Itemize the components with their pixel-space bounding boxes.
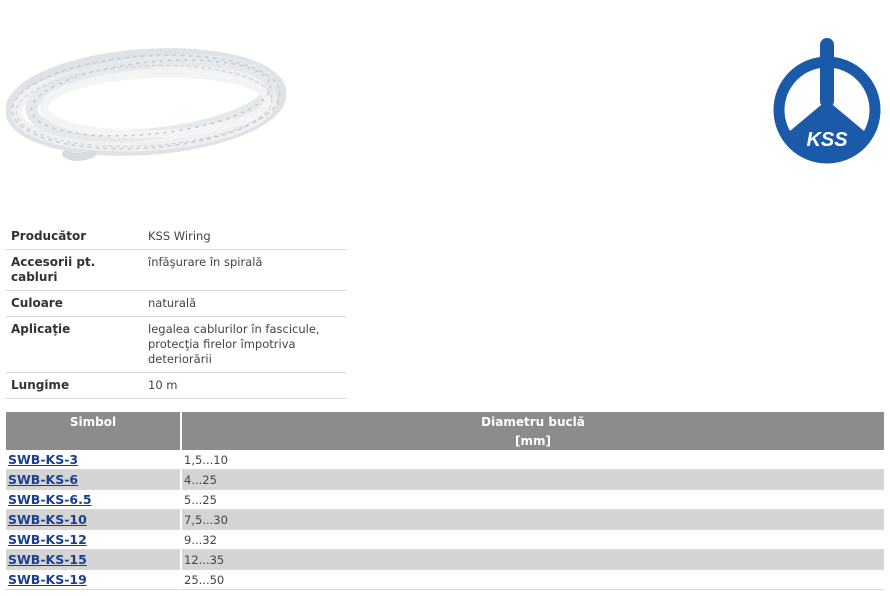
table-row: [6, 450, 884, 470]
diameter-cell: 25...50: [181, 570, 884, 590]
col-header-diameter-unit: [mm]: [181, 431, 884, 450]
spec-value: KSS Wiring: [143, 224, 346, 250]
spec-value: 10 m: [143, 373, 346, 399]
diameter-cell: 5...25: [181, 490, 884, 510]
diameter-cell: 4...25: [181, 470, 884, 490]
diameter-cell: 7,5...30: [181, 510, 884, 530]
variant-link[interactable]: SWB-KS-12: [8, 532, 87, 547]
diameter-cell: 9...32: [181, 530, 884, 550]
variant-units-row: [6, 431, 884, 450]
variant-link[interactable]: SWB-KS-6: [8, 472, 79, 487]
spec-row: [6, 250, 346, 291]
spec-row: [6, 224, 346, 250]
variant-link[interactable]: SWB-KS-15: [8, 552, 87, 567]
svg-text:KSS: KSS: [806, 129, 848, 151]
spec-label: Producător: [6, 224, 143, 250]
spec-row: [6, 317, 346, 373]
variant-header-row: [6, 412, 884, 431]
spec-value-line: protecţia firelor împotriva deteriorării: [148, 337, 296, 366]
kss-logo: [770, 38, 884, 168]
spec-value: naturală: [143, 291, 346, 317]
table-row: [6, 530, 884, 550]
variant-link[interactable]: SWB-KS-3: [8, 452, 79, 467]
variant-table: [6, 412, 884, 590]
spec-value: [143, 317, 346, 373]
col-header-symbol-unit: [6, 431, 181, 450]
spec-value: înfăşurare în spirală: [143, 250, 346, 291]
product-image: [6, 36, 286, 166]
variant-link[interactable]: SWB-KS-10: [8, 512, 87, 527]
diameter-cell: 1,5...10: [181, 450, 884, 470]
table-row: [6, 570, 884, 590]
spec-value-line: legalea cablurilor în fascicule,: [148, 322, 320, 336]
spec-label: Lungime: [6, 373, 143, 399]
variant-link[interactable]: SWB-KS-6.5: [8, 492, 92, 507]
spec-row: [6, 291, 346, 317]
diameter-cell: 12...35: [181, 550, 884, 570]
spec-label: Aplicaţie: [6, 317, 143, 373]
spec-label: Culoare: [6, 291, 143, 317]
product-spec-table: [6, 224, 346, 399]
table-row: [6, 550, 884, 570]
table-row: [6, 510, 884, 530]
variant-link[interactable]: SWB-KS-19: [8, 572, 87, 587]
table-row: [6, 490, 884, 510]
spec-row: [6, 373, 346, 399]
spec-label: Accesorii pt. cabluri: [6, 250, 143, 291]
col-header-symbol: Simbol: [6, 412, 181, 431]
table-row: [6, 470, 884, 490]
col-header-diameter: Diametru buclă: [181, 412, 884, 431]
